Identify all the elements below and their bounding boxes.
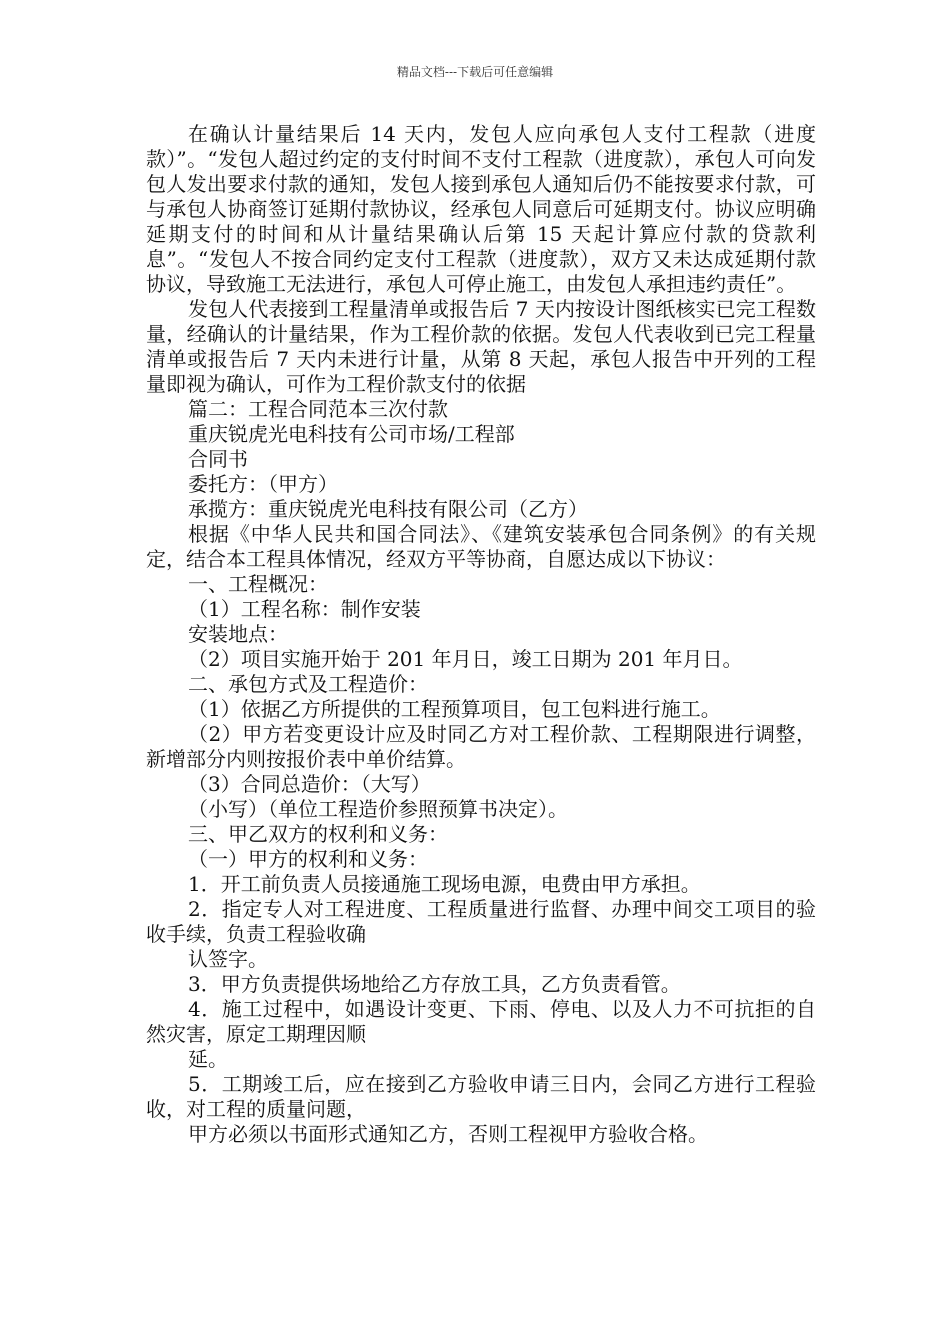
contractor-party: 承揽方：重庆锐虎光电科技有限公司（乙方） bbox=[188, 497, 588, 521]
subheading-party-a: （一）甲方的权利和义务： bbox=[188, 847, 428, 871]
item-budget-basis: （1）依据乙方所提供的工程预算项目，包工包料进行施工。 bbox=[188, 697, 721, 721]
contract-title: 合同书 bbox=[188, 447, 248, 471]
item-total-price-upper: （3）合同总造价：（大写） bbox=[188, 772, 431, 796]
item-schedule: （2）项目实施开始于 201 年月日，竣工日期为 201 年月日。 bbox=[188, 647, 743, 671]
document-body bbox=[146, 122, 816, 1147]
clause-2-continued: 认签字。 bbox=[188, 947, 268, 971]
item-design-change: （2）甲方若变更设计应及时同乙方对工程价款、工程期限进行调整，新增部分内则按报价表中单价结算。 bbox=[146, 722, 816, 771]
page-header: 精品文档---下载后可任意编辑 bbox=[396, 65, 554, 79]
item-total-price-lower: （小写）（单位工程造价参照预算书决定）。 bbox=[188, 797, 568, 821]
heading-project-overview: 一、工程概况： bbox=[188, 572, 328, 596]
company-department: 重庆锐虎光电科技有公司市场/工程部 bbox=[188, 422, 515, 446]
heading-rights-obligations: 三、甲乙双方的权利和义务： bbox=[188, 822, 448, 846]
clause-5: 5．工期竣工后，应在接到乙方验收申请三日内，会同乙方进行工程验收，对工程的质量问题， bbox=[146, 1072, 816, 1121]
paragraph-legal-basis: 根据《中华人民共和国合同法》、《建筑安装承包合同条例》的有关规定，结合本工程具体情况，经双方平等协商，自愿达成以下协议： bbox=[146, 522, 816, 571]
clause-1: 1．开工前负责人员接通施工现场电源，电费由甲方承担。 bbox=[188, 872, 701, 896]
section-heading: 篇二：工程合同范本三次付款 bbox=[188, 397, 448, 421]
heading-contract-method: 二、承包方式及工程造价： bbox=[188, 672, 428, 696]
client-party: 委托方：（甲方） bbox=[188, 472, 338, 496]
paragraph-payment-terms: 在确认计量结果后 14 天内，发包人应向承包人支付工程款（进度款）”。“发包人超过约定的支付时间不支付工程款（进度款），承包人可向发包人发出要求付款的通知，发包人接到承包人通知后仍不能按要求付款，可与承包人协商签订延期付款协议，经承包人同意后可延期支付。协议应明确延期支付的时间和从计量结果确认后第 15 天起计算应付款的贷款利息”。“发包人不按合同约定支付工程款（进度款），双方又未达成延期付款协议，导致施工无法进行，承包人可停止施工，由发包人承担违约责任”。 bbox=[146, 122, 816, 296]
clause-3: 3．甲方负责提供场地给乙方存放工具，乙方负责看管。 bbox=[188, 972, 681, 996]
clause-2: 2．指定专人对工程进度、工程质量进行监督、办理中间交工项目的验收手续，负责工程验收确 bbox=[146, 897, 816, 946]
clause-5-continued: 甲方必须以书面形式通知乙方，否则工程视甲方验收合格。 bbox=[188, 1122, 708, 1146]
paragraph-measurement: 发包人代表接到工程量清单或报告后 7 天内按设计图纸核实已完工程数量，经确认的计量结果，作为工程价款的依据。发包人代表收到已完工程量清单或报告后 7 天内未进行计量，从第 8 天起，承包人报告中开列的工程量即视为确认，可作为工程价款支付的依据 bbox=[146, 297, 816, 396]
item-project-name: （1）工程名称：制作安装 bbox=[188, 597, 421, 621]
item-install-location: 安装地点： bbox=[188, 622, 288, 646]
clause-4: 4．施工过程中，如遇设计变更、下雨、停电、以及人力不可抗拒的自然灾害，原定工期理因顺 bbox=[146, 997, 816, 1046]
clause-4-continued: 延。 bbox=[188, 1047, 228, 1071]
